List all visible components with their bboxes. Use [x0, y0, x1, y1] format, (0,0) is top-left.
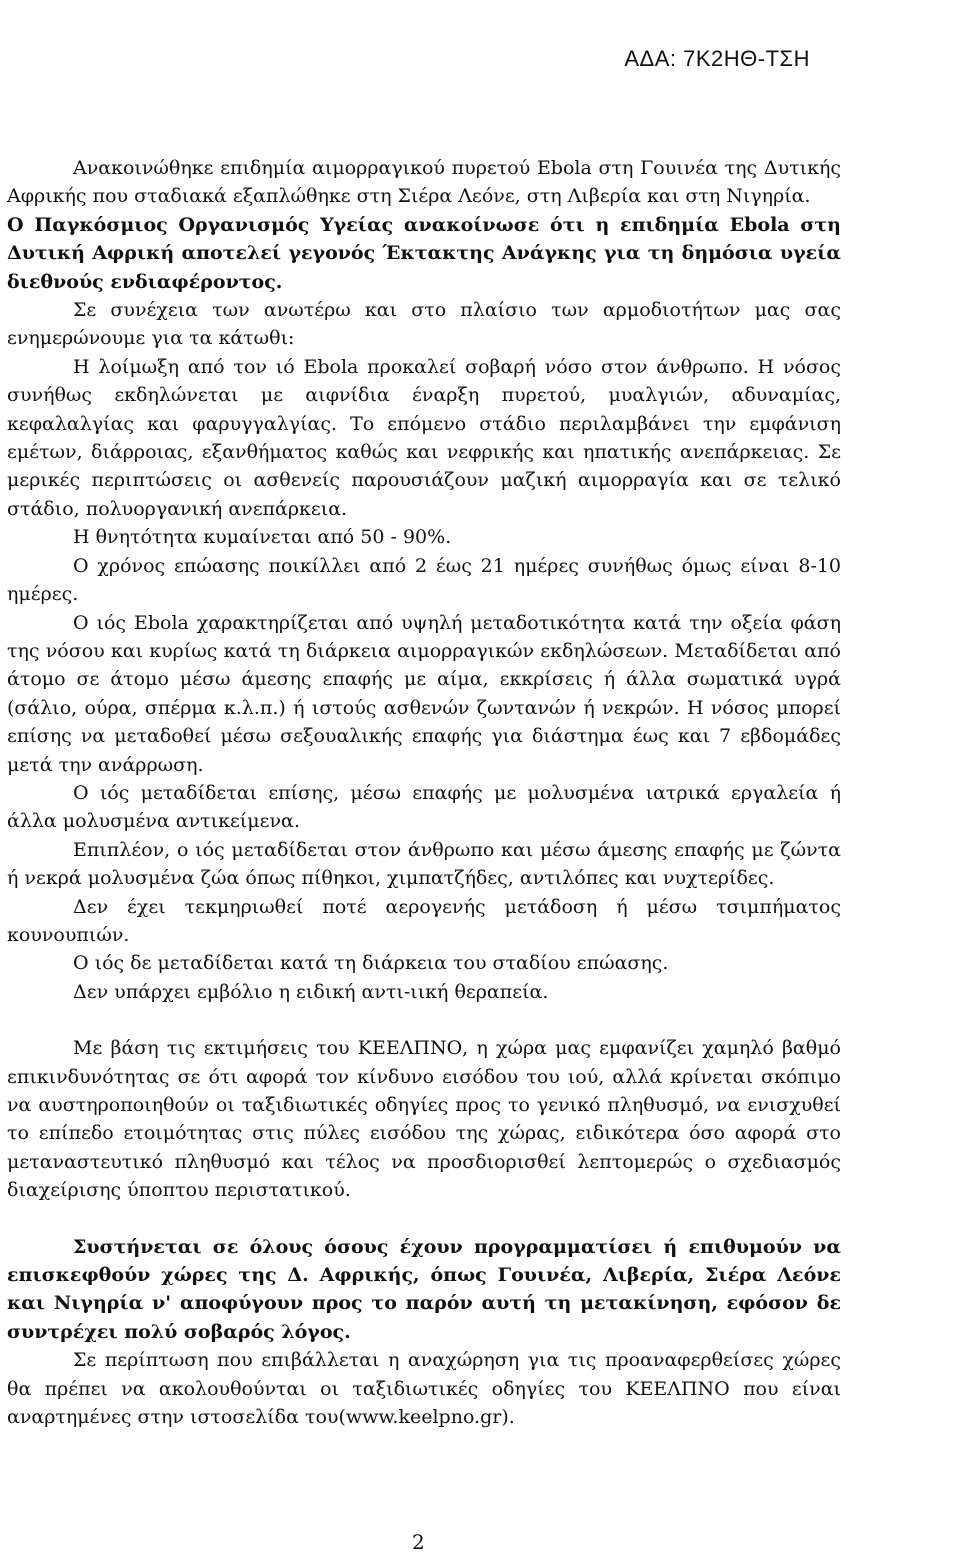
paragraph-medical-tools: Ο ιός μεταδίδεται επίσης, μέσω επαφής με μολυσμένα ιατρικά εργαλεία ή άλλα μολυσμένα αντικείμενα.: [7, 781, 841, 833]
document-body: [7, 154, 841, 1431]
paragraph-incubation: Ο χρόνος επώασης ποικίλλει από 2 έως 21 ημέρες συνήθως όμως είναι 8-10 ημέρες.: [7, 554, 841, 606]
page-number: 2: [412, 1530, 425, 1554]
paragraph-incubation-no-transmission: Ο ιός δε μεταδίδεται κατά τη διάρκεια του σταδίου επώασης.: [73, 952, 669, 975]
document-code: ΑΔΑ: 7Κ2ΗΘ-ΤΣΗ: [624, 46, 810, 71]
spacer: [7, 1205, 841, 1233]
spacer: [7, 1006, 841, 1034]
paragraph-animal-contact: Επιπλέον, ο ιός μεταδίδεται στον άνθρωπο και μέσω άμεσης επαφής με ζώντα ή νεκρά μολυσμένα ζώα όπως πίθηκοι, χιμπατζήδες, αντιλόπες και νυχτερίδες.: [7, 838, 841, 890]
paragraph-transmission: Ο ιός Ebola χαρακτηρίζεται από υψηλή μεταδοτικότητα κατά την οξεία φάση της νόσου και κυρίως κατά τη διάρκεια αιμορραγικών εκδηλώσεων. Μεταδίδεται από άτομο σε άτομο μέσω άμεσης επαφής με αίμα, εκκρίσεις ή άλλα σωματικά υγρά (σάλιο, ούρα, σπέρμα κ.λ.π.) ή ιστούς ασθενών ζωντανών ή νεκρών. Η νόσος μπορεί επίσης να μεταδοθεί μέσω σεξουαλικής επαφής για διάστημα έως και 7 εβδομάδες μετά την ανάρρωση.: [7, 611, 841, 776]
paragraph-outbreak-announcement: Ανακοινώθηκε επιδημία αιμορραγικού πυρετού Ebola στη Γουινέα της Δυτικής Αφρικής που σταδιακά εξαπλώθηκε στη Σιέρα Λεόνε, στη Λιβερία και στη Νιγηρία.: [7, 157, 841, 208]
paragraph-no-airborne: Δεν έχει τεκμηριωθεί ποτέ αερογενής μετάδοση ή μέσω τσιμπήματος κουνουπιών.: [7, 895, 841, 946]
paragraph-intro: Σε συνέχεια των ανωτέρω και στο πλαίσιο των αρμοδιοτήτων μας σας ενημερώνουμε για τα κάτωθι:: [7, 299, 841, 350]
paragraph-mortality: Η θνητότητα κυμαίνεται από 50 - 90%.: [73, 526, 452, 549]
paragraph-keelpno-assessment: Με βάση τις εκτιμήσεις του ΚΕΕΛΠΝΟ, η χώρα μας εμφανίζει χαμηλό βαθμό επικινδυνότητας σε ότι αφορά τον κίνδυνο εισόδου του ιού, αλλά κρίνεται σκόπιμο να αυστηροποιηθούν οι ταξιδιωτικές οδηγίες προς το γενικό πληθυσμό, να ενισχυθεί το επίπεδο ετοιμότητας στις πύλες εισόδου της χώρας, ειδικότερα όσο αφορά στο μεταναστευτικό πληθυσμό και τέλος να προσδιορισθεί λεπτομερώς ο σχεδιασμός διαχείρισης ύποπτου περιστατικού.: [7, 1037, 841, 1202]
paragraph-travel-guidelines: Σε περίπτωση που επιβάλλεται η αναχώρηση για τις προαναφερθείσες χώρες θα πρέπει να ακολουθούνται οι ταξιδιωτικές οδηγίες του ΚΕΕΛΠΝΟ που είναι αναρτημένες στην ιστοσελίδα του(www.keelpno.gr).: [7, 1349, 841, 1429]
paragraph-travel-recommendation: Συστήνεται σε όλους όσους έχουν προγραμματίσει ή επιθυμούν να επισκεφθούν χώρες της Δ. Αφρικής, όπως Γουινέα, Λιβερία, Σιέρα Λεόνε και Νιγηρία ν' αποφύγουν προς το παρόν αυτή τη μετακίνηση, εφόσον δε συντρέχει πολύ σοβαρός λόγος.: [7, 1235, 841, 1343]
paragraph-who-declaration: Ο Παγκόσμιος Οργανισμός Υγείας ανακοίνωσε ότι η επιδημία Ebola στη Δυτική Αφρική αποτελεί γεγονός Έκτακτης Ανάγκης για τη δημόσια υγεία διεθνούς ενδιαφέροντος.: [7, 213, 841, 293]
paragraph-symptoms: Η λοίμωξη από τον ιό Ebola προκαλεί σοβαρή νόσο στον άνθρωπο. Η νόσος συνήθως εκδηλώνεται με αιφνίδια έναρξη πυρετού, μυαλγιών, αδυναμίας, κεφαλαλγίας και φαρυγγαλγίας. Το επόμενο στάδιο περιλαμβάνει την εμφάνιση εμέτων, διάρροιας, εξανθήματος καθώς και νεφρικής και ηπατικής ανεπάρκειας. Σε μερικές περιπτώσεις οι ασθενείς παρουσιάζουν μαζική αιμορραγία και σε τελικό στάδιο, πολυοργανική ανεπάρκεια.: [7, 355, 841, 520]
paragraph-no-vaccine: Δεν υπάρχει εμβόλιο η ειδική αντι-ιική θεραπεία.: [73, 980, 549, 1003]
